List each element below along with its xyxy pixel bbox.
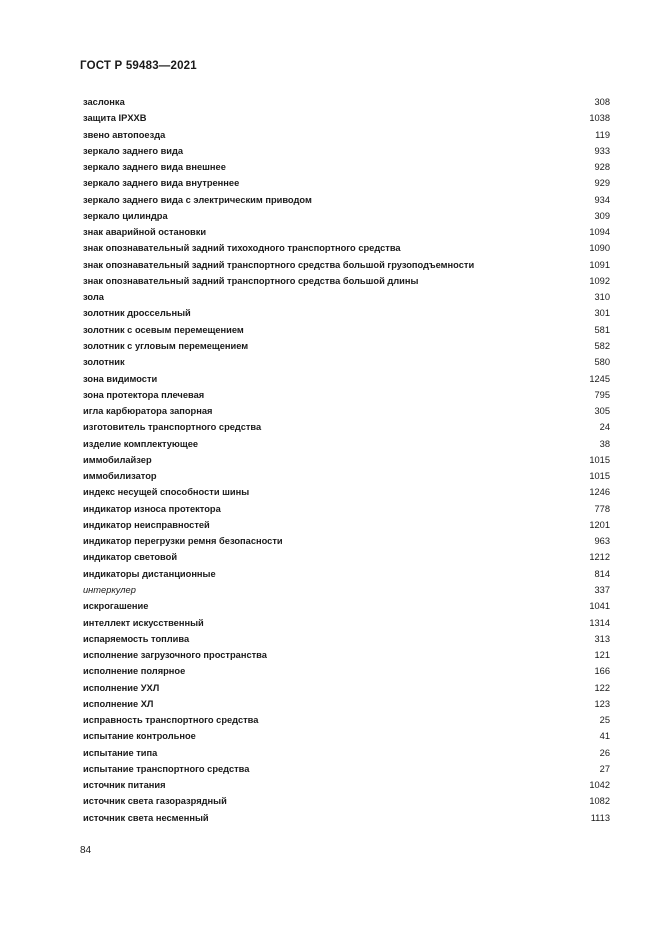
entry-page-number: 337 xyxy=(594,584,610,595)
index-entry xyxy=(83,175,610,191)
index-entry xyxy=(83,305,610,321)
entry-term: исправность транспортного средства xyxy=(83,715,259,726)
entry-page-number: 25 xyxy=(599,715,610,726)
entry-page-number: 121 xyxy=(594,650,610,661)
entry-page-number: 166 xyxy=(594,666,610,677)
index-entry xyxy=(83,598,610,614)
entry-page-number: 928 xyxy=(594,162,610,173)
entry-page-number: 123 xyxy=(594,698,610,709)
entry-term: исполнение полярное xyxy=(83,666,186,677)
index-entry xyxy=(83,273,610,289)
index-entry xyxy=(83,680,610,696)
entry-page-number: 27 xyxy=(599,763,610,774)
index-entry xyxy=(83,127,610,143)
entry-page-number: 934 xyxy=(594,194,610,205)
index-entry xyxy=(83,257,610,273)
entry-term: испаряемость топлива xyxy=(83,633,190,644)
entry-page-number: 1041 xyxy=(589,601,610,612)
entry-term: золотник дроссельный xyxy=(83,308,191,319)
entry-page-number: 24 xyxy=(599,422,610,433)
index-entry xyxy=(83,533,610,549)
index-entry xyxy=(83,354,610,370)
entry-term: звено автопоезда xyxy=(83,129,166,140)
index-entry xyxy=(83,566,610,582)
index-entry xyxy=(83,549,610,565)
entry-page-number: 308 xyxy=(594,97,610,107)
entry-term: зеркало заднего вида с электрическим приводом xyxy=(83,194,312,205)
entry-page-number: 778 xyxy=(594,503,610,514)
entry-term: индикатор неисправностей xyxy=(83,519,210,530)
entry-term: исполнение УХЛ xyxy=(83,682,160,693)
entry-term: индикатор световой xyxy=(83,552,178,563)
document-header: ГОСТ Р 59483—2021 xyxy=(80,60,197,72)
index-entry xyxy=(83,728,610,744)
entry-term: золотник xyxy=(83,357,125,368)
entry-term: искрогашение xyxy=(83,601,149,612)
entry-term: индикаторы дистанционные xyxy=(83,568,216,579)
entry-page-number: 1245 xyxy=(589,373,610,384)
index-entry xyxy=(83,793,610,809)
entry-term: заслонка xyxy=(83,97,125,107)
entry-term: игла карбюратора запорная xyxy=(83,406,213,417)
index-entry xyxy=(83,208,610,224)
entry-term: золотник с осевым перемещением xyxy=(83,324,244,335)
entry-page-number: 41 xyxy=(599,731,610,742)
entry-page-number: 310 xyxy=(594,292,610,303)
entry-page-number: 1015 xyxy=(589,454,610,465)
index-entry xyxy=(83,94,610,110)
entry-page-number: 38 xyxy=(599,438,610,449)
entry-term: испытание транспортного средства xyxy=(83,763,250,774)
index-entry xyxy=(83,582,610,598)
entry-page-number: 1015 xyxy=(589,471,610,482)
entry-term: источник света газоразрядный xyxy=(83,796,227,807)
entry-term: источник света несменный xyxy=(83,812,209,823)
entry-term: золотник с угловым перемещением xyxy=(83,340,249,351)
index-entry xyxy=(83,484,610,500)
index-entry xyxy=(83,436,610,452)
index-entry xyxy=(83,403,610,419)
index-entry xyxy=(83,696,610,712)
term-index-list xyxy=(83,94,610,826)
entry-page-number: 814 xyxy=(594,568,610,579)
entry-term: исполнение загрузочного пространства xyxy=(83,650,267,661)
index-entry xyxy=(83,289,610,305)
entry-page-number: 313 xyxy=(594,633,610,644)
entry-page-number: 1038 xyxy=(589,113,610,124)
entry-page-number: 122 xyxy=(594,682,610,693)
entry-page-number: 1212 xyxy=(589,552,610,563)
entry-term: зеркало заднего вида внутреннее xyxy=(83,178,240,189)
index-entry xyxy=(83,501,610,517)
entry-term: знак опознавательный задний транспортного средства большой грузоподъемности xyxy=(83,259,475,270)
entry-page-number: 301 xyxy=(594,308,610,319)
index-entry xyxy=(83,761,610,777)
entry-term: изделие комплектующее xyxy=(83,438,199,449)
entry-term: иммобилайзер xyxy=(83,454,152,465)
entry-term: зеркало заднего вида xyxy=(83,145,184,156)
entry-page-number: 1082 xyxy=(589,796,610,807)
entry-term: исполнение ХЛ xyxy=(83,698,154,709)
entry-page-number: 1113 xyxy=(590,812,610,823)
entry-page-number: 119 xyxy=(595,129,610,140)
index-entry xyxy=(83,647,610,663)
entry-term: интеллект искусственный xyxy=(83,617,204,628)
index-entry xyxy=(83,159,610,175)
index-entry xyxy=(83,240,610,256)
entry-term: иммобилизатор xyxy=(83,471,157,482)
index-entry xyxy=(83,224,610,240)
entry-term: интеркулер xyxy=(83,584,136,595)
index-entry xyxy=(83,631,610,647)
index-entry xyxy=(83,419,610,435)
entry-page-number: 933 xyxy=(594,145,610,156)
entry-term: изготовитель транспортного средства xyxy=(83,422,262,433)
entry-term: знак опознавательный задний транспортного средства большой длины xyxy=(83,275,419,286)
index-entry xyxy=(83,371,610,387)
entry-page-number: 1042 xyxy=(589,780,610,791)
entry-term: зеркало цилиндра xyxy=(83,210,168,221)
entry-page-number: 1201 xyxy=(589,519,610,530)
index-entry xyxy=(83,338,610,354)
index-entry xyxy=(83,712,610,728)
entry-page-number: 580 xyxy=(594,357,610,368)
entry-term: зона видимости xyxy=(83,373,158,384)
entry-term: защита IPXXB xyxy=(83,113,147,124)
entry-page-number: 1091 xyxy=(589,259,610,270)
index-entry xyxy=(83,143,610,159)
entry-term: индикатор износа протектора xyxy=(83,503,221,514)
entry-page-number: 1092 xyxy=(589,275,610,286)
entry-term: источник питания xyxy=(83,780,166,791)
entry-term: индикатор перегрузки ремня безопасности xyxy=(83,536,283,547)
entry-page-number: 1314 xyxy=(589,617,610,628)
entry-term: зеркало заднего вида внешнее xyxy=(83,162,226,173)
entry-term: зона протектора плечевая xyxy=(83,389,205,400)
entry-page-number: 795 xyxy=(594,389,610,400)
entry-page-number: 929 xyxy=(594,178,610,189)
index-entry xyxy=(83,468,610,484)
entry-page-number: 1246 xyxy=(589,487,610,498)
index-entry xyxy=(83,810,610,826)
index-entry xyxy=(83,777,610,793)
index-entry xyxy=(83,615,610,631)
index-entry xyxy=(83,452,610,468)
entry-term: испытание типа xyxy=(83,747,158,758)
entry-term: испытание контрольное xyxy=(83,731,196,742)
entry-term: знак опознавательный задний тихоходного транспортного средства xyxy=(83,243,401,254)
entry-term: знак аварийной остановки xyxy=(83,227,207,238)
page-number: 84 xyxy=(80,845,92,856)
entry-page-number: 305 xyxy=(594,406,610,417)
index-entry xyxy=(83,192,610,208)
entry-page-number: 1090 xyxy=(589,243,610,254)
entry-page-number: 1094 xyxy=(589,227,610,238)
entry-page-number: 963 xyxy=(594,536,610,547)
entry-page-number: 581 xyxy=(594,324,610,335)
entry-term: зола xyxy=(83,292,104,303)
index-entry xyxy=(83,517,610,533)
entry-page-number: 582 xyxy=(594,340,610,351)
entry-page-number: 309 xyxy=(594,210,610,221)
index-entry xyxy=(83,110,610,126)
index-entry xyxy=(83,745,610,761)
index-entry xyxy=(83,663,610,679)
index-entry xyxy=(83,322,610,338)
entry-page-number: 26 xyxy=(599,747,610,758)
entry-term: индекс несущей способности шины xyxy=(83,487,250,498)
index-entry xyxy=(83,387,610,403)
